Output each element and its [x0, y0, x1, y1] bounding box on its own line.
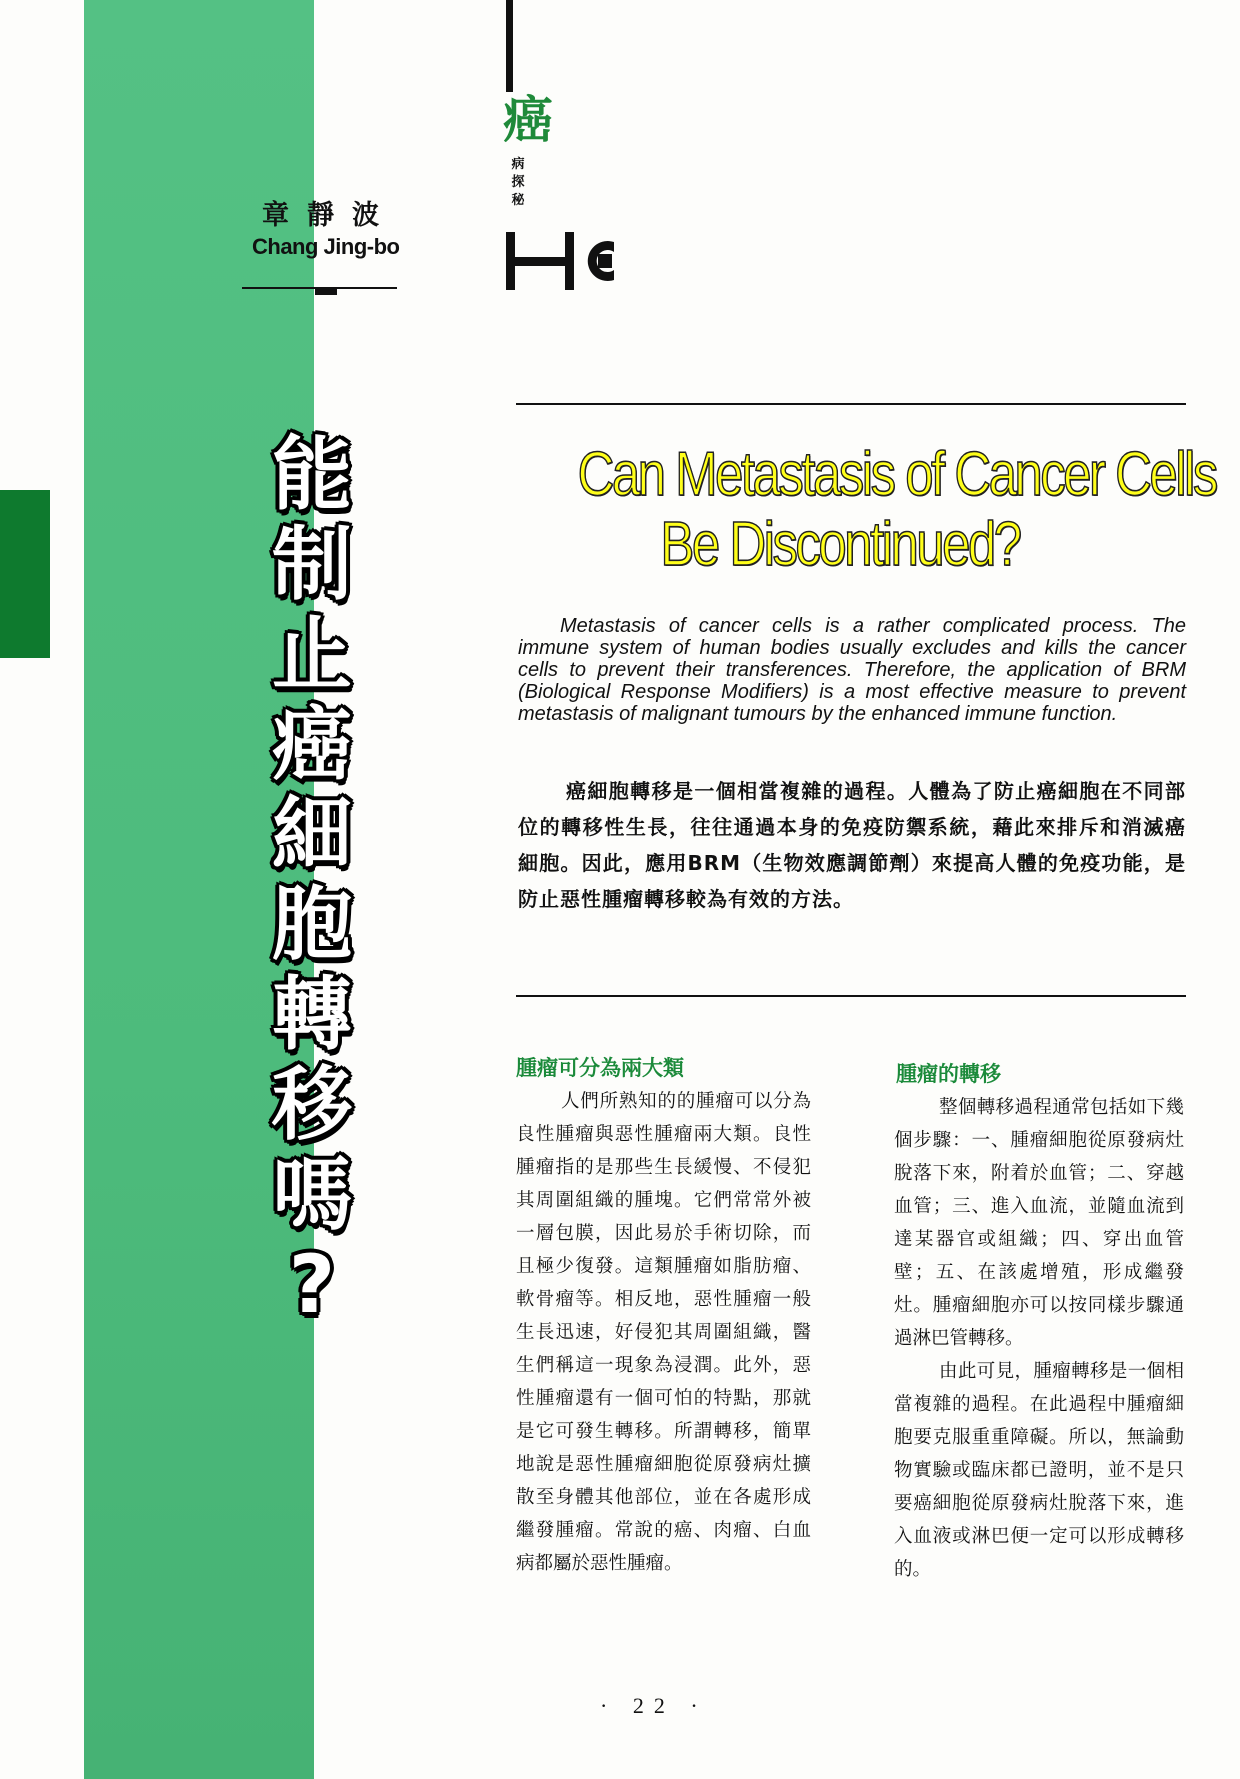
- side-tab-marker: [0, 490, 50, 658]
- english-title: [577, 440, 1216, 580]
- page-number: · 22 ·: [600, 1693, 708, 1718]
- vertical-title-char: 轉: [272, 968, 352, 1061]
- vertical-title-char: 癌: [272, 698, 352, 791]
- section1-paragraph: 人們所熟知的的腫瘤可以分為良性腫瘤與惡性腫瘤兩大類。良性腫瘤指的是那些生長緩慢、不侵犯其周圍組織的腫塊。它們常常外被一層包膜，因此易於手術切除，而且極少復發。這類腫瘤如脂肪瘤、軟骨瘤等。相反地，惡性腫瘤一般生長迅速，好侵犯其周圍組織，醫生們稱這一現象為浸潤。此外，惡性腫瘤還有一個可怕的特點，那就是它可發生轉移。所謂轉移，簡單地說是惡性腫瘤細胞從原發病灶擴散至身體其他部位，並在各處形成繼發腫瘤。常說的癌、肉瘤、白血病都屬於惡性腫瘤。: [516, 1091, 811, 1574]
- english-title-line2: Be Discontinued?: [660, 510, 1020, 579]
- author-divider-mark: [315, 289, 337, 295]
- author-name-en: Chang Jing-bo: [252, 234, 400, 259]
- vertical-title-char: 嗎: [272, 1148, 352, 1241]
- abstract-en: Metastasis of cancer cells is a rather complicated process. The immune system of human bodies usually excludes and kills the cancer cells to prevent their transferences. Therefore, the application of BRM (Biological Response Modifiers) is a most effective measure to prevent metastasis of malignant tumours by the enhanced immune function.: [518, 615, 1186, 725]
- hc-logo-icon: [506, 232, 636, 290]
- section2-heading: 腫瘤的轉移: [896, 1062, 1001, 1086]
- column-title-small: 病探秘: [511, 157, 525, 208]
- vertical-title: [262, 430, 362, 1330]
- section1-body: [516, 1085, 811, 1580]
- abstract-zh: 癌細胞轉移是一個相當複雜的過程。人體為了防止癌細胞在不同部位的轉移性生長，往往通過本身的免疫防禦系統，藉此來排斥和消滅癌細胞。因此，應用BRM（生物效應調節劑）來提高人體的免疫功能，是防止惡性腫瘤轉移較為有效的方法。: [518, 779, 1186, 911]
- section1-heading: 腫瘤可分為兩大類: [516, 1056, 684, 1080]
- section2-body: [894, 1091, 1184, 1586]
- column-title-big: 癌: [503, 91, 553, 149]
- vertical-title-char: 細: [272, 788, 352, 881]
- top-rule: [516, 403, 1186, 405]
- mid-rule: [516, 995, 1186, 997]
- section2-paragraph-1: 整個轉移過程通常包括如下幾個步驟：一、腫瘤細胞從原發病灶脫落下來，附着於血管；二、穿越血管；三、進入血流，並隨血流到達某器官或組織；四、穿出血管壁；五、在該處增殖，形成繼發灶。腫瘤細胞亦可以按同樣步驟通過淋巴管轉移。: [894, 1097, 1184, 1349]
- english-title-line1: Can Metastasis of Cancer Cells: [577, 440, 1216, 509]
- vertical-title-char: 胞: [272, 878, 352, 971]
- vertical-title-char: 止: [272, 608, 352, 701]
- vertical-title-char: 移: [272, 1058, 352, 1151]
- author-name-zh: 章靜波: [262, 200, 397, 231]
- column-bar: [506, 0, 513, 92]
- vertical-title-char: 制: [272, 518, 352, 611]
- vertical-title-char: 能: [272, 428, 352, 521]
- section2-paragraph-2: 由此可見，腫瘤轉移是一個相當複雜的過程。在此過程中腫瘤細胞要克服重重障礙。所以，無論動物實驗或臨床都已證明，並不是只要癌細胞從原發病灶脫落下來，進入血液或淋巴便一定可以形成轉移的。: [894, 1361, 1184, 1580]
- vertical-title-char: ?: [288, 1238, 336, 1331]
